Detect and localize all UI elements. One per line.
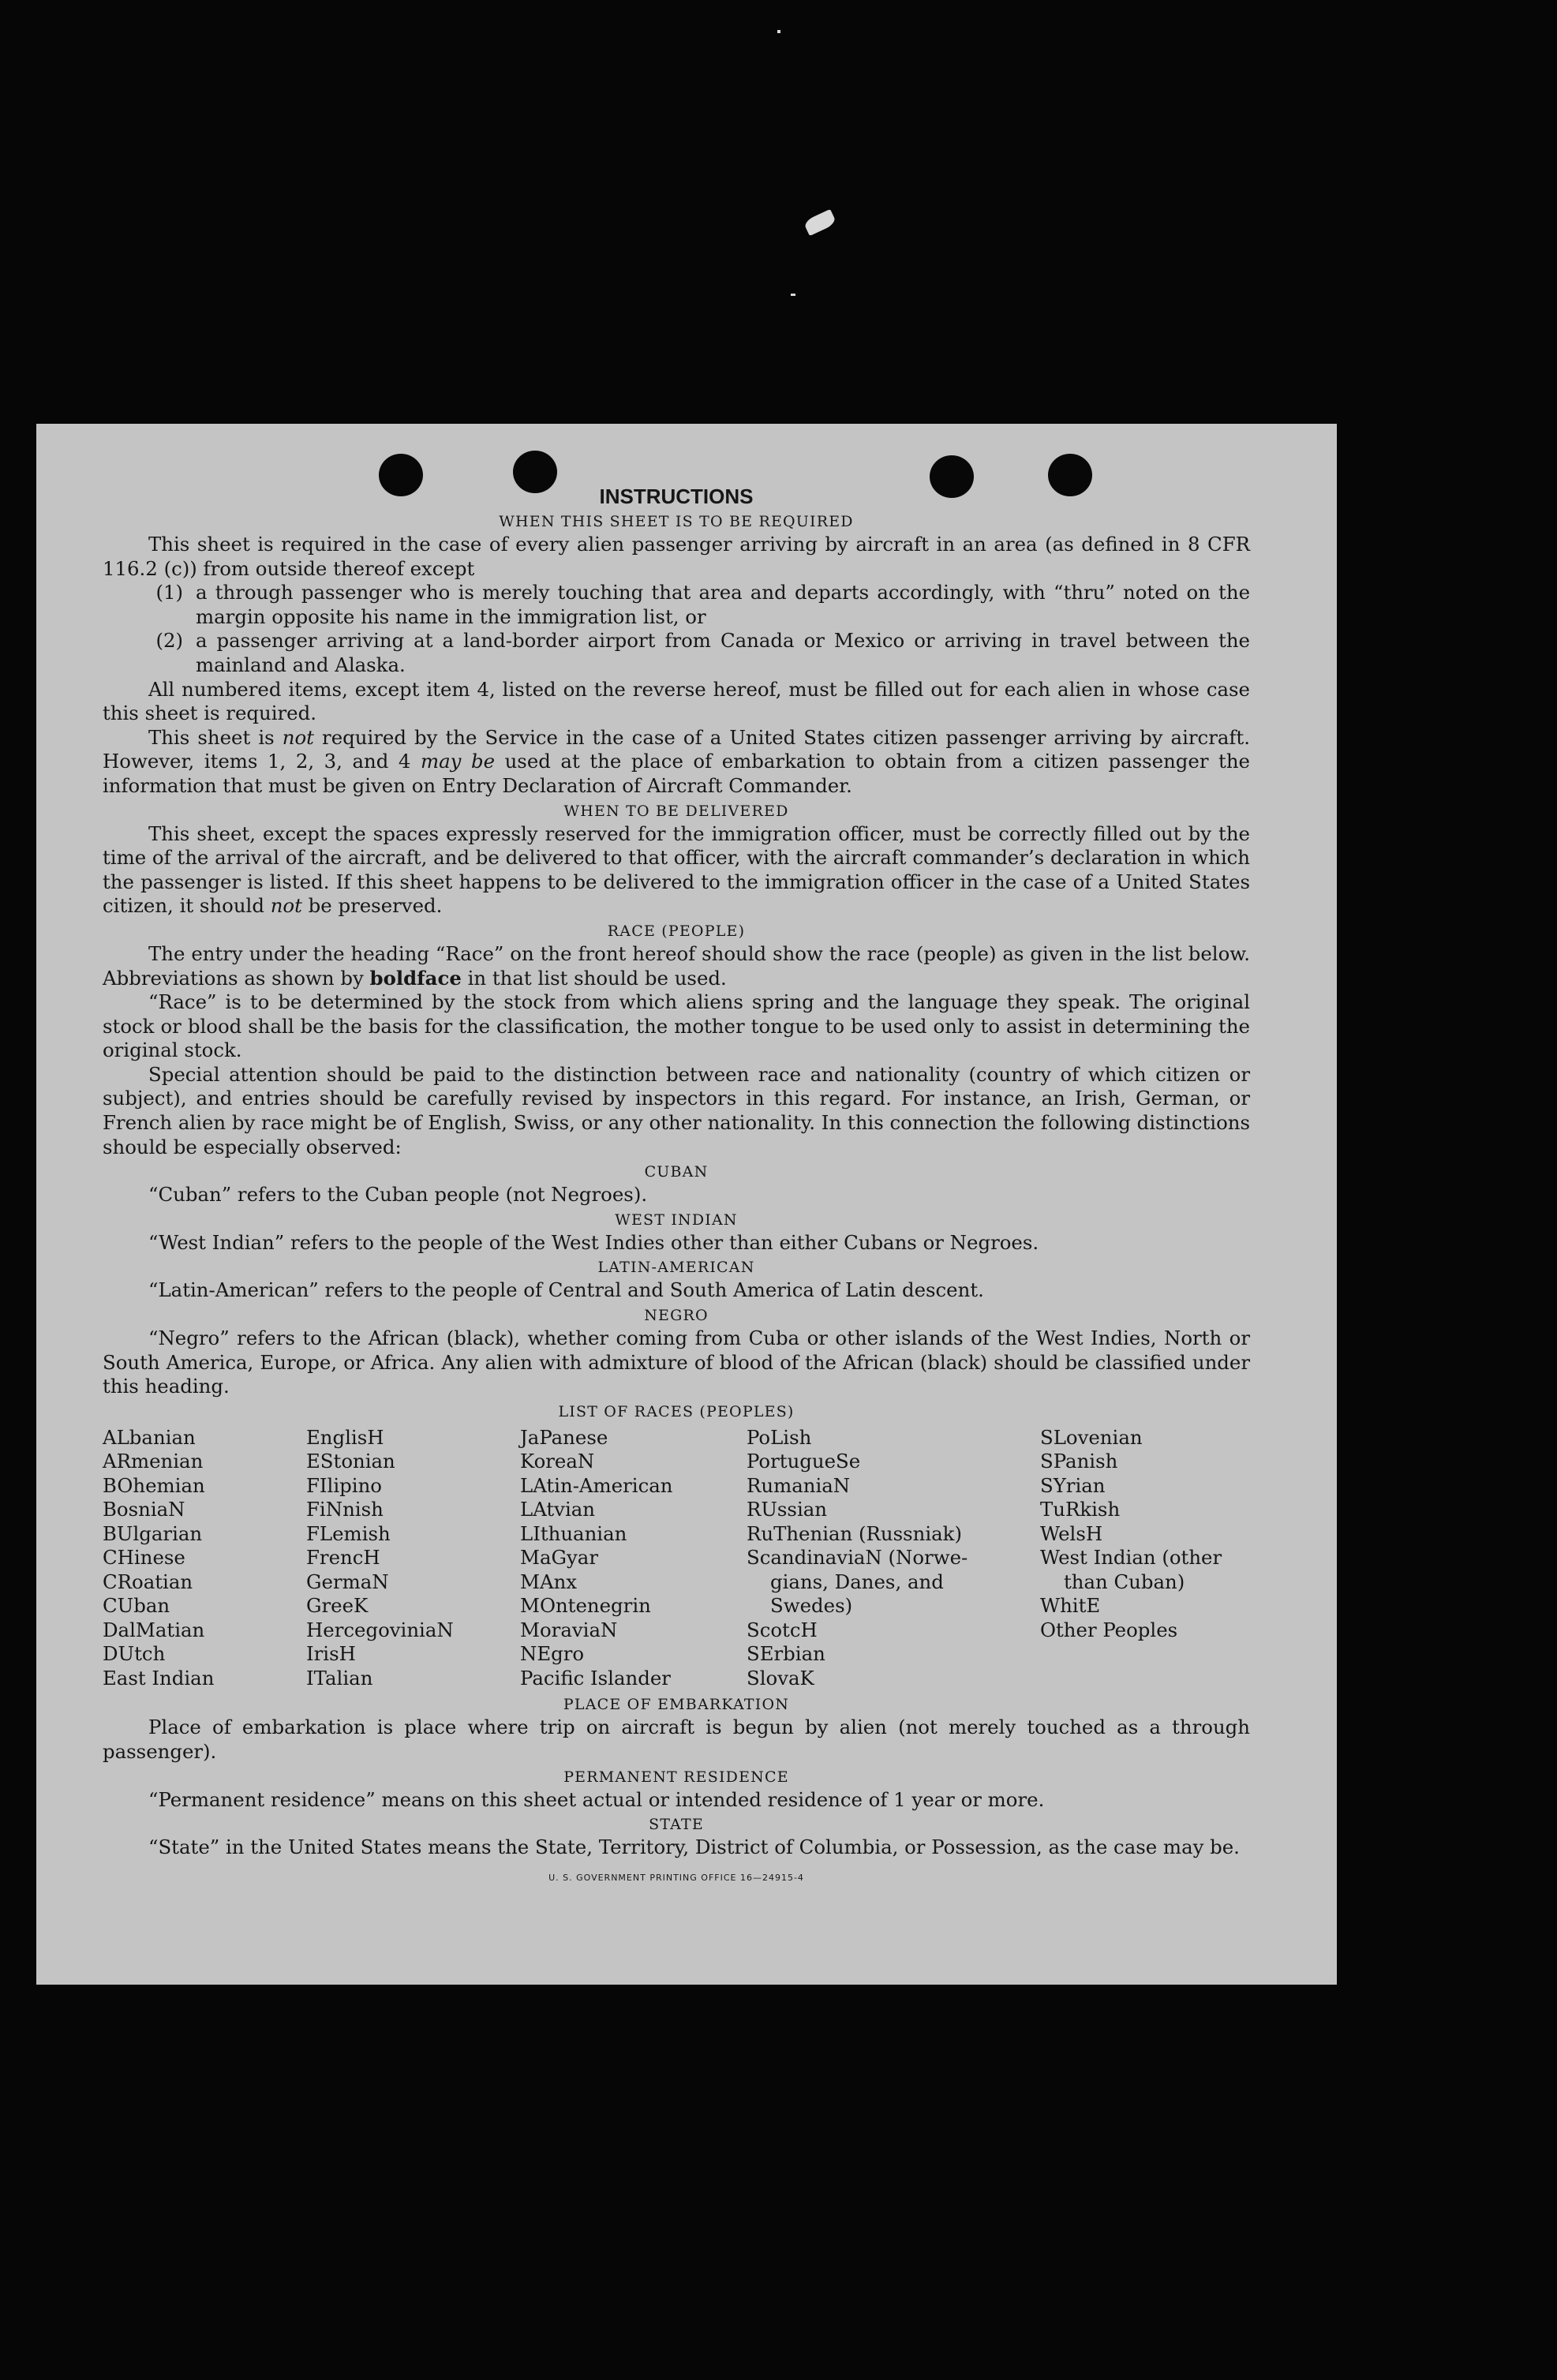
race-entry: than Cuban) [1064, 1570, 1185, 1593]
paragraph-numbered-items: All numbered items, except item 4, listed on the reverse hereof, must be filled out for each alien in whose case this sheet is required. [103, 677, 1250, 725]
race-entry: PoLish [747, 1425, 812, 1449]
race-list [103, 1426, 1250, 1691]
scan-speck [803, 209, 837, 236]
race-entry: HercegoviniaN [306, 1618, 454, 1641]
emphasis-may-be: may be [420, 750, 496, 773]
race-entry: DUtch [103, 1642, 166, 1666]
emphasis-boldface: boldface [369, 966, 462, 990]
item-text: a passenger arriving at a land-border airport from Canada or Mexico or arriving in travel between the mainland and Alaska. [196, 629, 1250, 676]
race-entry: EnglisH [306, 1425, 384, 1449]
race-entry: LAtin-American [520, 1473, 673, 1497]
section-heading-delivered: WHEN TO BE DELIVERED [563, 802, 789, 820]
item-number: (1) [155, 581, 183, 604]
paragraph-citizen [103, 726, 1250, 799]
race-entry: BosniaN [103, 1498, 185, 1521]
race-entry: WhitE [1040, 1594, 1101, 1618]
race-entry: ScotcH [747, 1618, 818, 1641]
paragraph-embarkation: Place of embarkation is place where trip on aircraft is begun by alien (not merely touched as a through passenger). [103, 1716, 1250, 1763]
race-entry: SPanish [1040, 1450, 1118, 1473]
section-heading-embarkation: PLACE OF EMBARKATION [563, 1696, 790, 1714]
race-entry: BUlgarian [103, 1521, 203, 1545]
section-heading-race: RACE (PEOPLE) [607, 922, 746, 940]
race-column-4 [747, 1426, 1040, 1691]
race-entry: SLovenian [1040, 1425, 1143, 1449]
paragraph-race-nationality: Special attention should be paid to the distinction between race and nationality (country of which citizen or subject), and entries should be carefully revised by inspectors in this regard. For instance, an Irish, German, or French alien by race might be of English, Swiss, or any other nationality. In this connection the following distinctions should be especially observed: [103, 1062, 1250, 1158]
race-entry: WelsH [1040, 1521, 1103, 1545]
race-entry: MOntenegrin [520, 1594, 651, 1618]
race-entry: FLemish [306, 1521, 391, 1545]
text-run: used at the place of embarkation to obtain from a citizen passenger the information that must be given on Entry Declaration of Aircraft Commander. [103, 750, 1250, 797]
text-run: required by the Service in the case of a United States citizen passenger arriving by aircraft. However, items 1, 2, 3, and 4 [103, 725, 1250, 773]
paragraph-negro: “Negro” refers to the African (black), whether coming from Cuba or other islands of the West Indies, North or South America, Europe, or Africa. Any alien with admixture of blood of the African (black) should be classified under this heading. [103, 1327, 1250, 1398]
text-run: be preserved. [301, 894, 443, 918]
race-entry: LAtvian [520, 1498, 596, 1521]
paragraph-delivered [103, 822, 1250, 919]
text-run: This sheet, except the spaces expressly reserved for the immigration officer, must be correctly filled out by the time of the arrival of the aircraft, and be delivered to that officer, with the aircraft commander’s declaration in which the passenger is listed. If this sheet happens to be delivered to the immigration officer in the case of a United States citizen, it should [103, 821, 1250, 918]
paragraph-latin-american: “Latin-American” refers to the people of Central and South America of Latin descent. [148, 1278, 984, 1302]
race-entry: ScandinaviaN (Norwe- [747, 1546, 968, 1570]
race-entry: NEgro [520, 1642, 585, 1666]
paragraph-residence: “Permanent residence” means on this sheet actual or intended residence of 1 year or more. [148, 1787, 1045, 1811]
race-entry: ALbanian [103, 1425, 196, 1449]
paragraph-race-stock: “Race” is to be determined by the stock from which aliens spring and the language they speak. The original stock or blood shall be the basis for the classification, the mother tongue to be used only to assist in determining the original stock. [103, 990, 1250, 1062]
text-run: This sheet is [148, 725, 283, 749]
race-entry: RUssian [747, 1498, 828, 1521]
race-entry: FIlipino [306, 1473, 382, 1497]
text-run: The entry under the heading “Race” on the front hereof should show the race (people) as given in the list below. Abbreviations as shown by [103, 941, 1250, 990]
scan-speck [777, 30, 780, 33]
race-entry: MoraviaN [520, 1618, 618, 1641]
race-column-1 [103, 1426, 306, 1691]
paragraph-required-intro: This sheet is required in the case of every alien passenger arriving by aircraft in an area (as defined in 8 CFR 116.2 (c)) from outside thereof except [103, 533, 1250, 580]
race-entry: MaGyar [520, 1546, 598, 1570]
punch-hole [1048, 454, 1092, 496]
section-heading-west-indian: WEST INDIAN [615, 1211, 738, 1229]
exception-item-2 [103, 629, 1250, 677]
race-entry: SYrian [1040, 1473, 1106, 1497]
race-column-2 [306, 1426, 520, 1691]
section-heading-cuban: CUBAN [644, 1163, 709, 1181]
race-entry: Pacific Islander [520, 1666, 671, 1690]
race-entry: CUban [103, 1594, 170, 1618]
printing-office-imprint: U. S. GOVERNMENT PRINTING OFFICE 16—24915-4 [548, 1872, 804, 1883]
race-entry: GermaN [306, 1570, 389, 1593]
race-entry: SErbian [747, 1642, 825, 1666]
race-entry: JaPanese [520, 1425, 608, 1449]
race-column-3 [520, 1426, 747, 1691]
paragraph-state: “State” in the United States means the State, Territory, District of Columbia, or Possession, as the case may be. [148, 1836, 1240, 1859]
item-number: (2) [155, 629, 183, 653]
race-entry: ARmenian [103, 1450, 204, 1473]
race-entry: SlovaK [747, 1666, 814, 1690]
race-entry: gians, Danes, and [770, 1570, 944, 1593]
section-heading-residence: PERMANENT RESIDENCE [563, 1768, 789, 1786]
race-entry: FrencH [306, 1546, 380, 1570]
emphasis-not: not [270, 894, 302, 918]
race-entry: West Indian (other [1040, 1546, 1222, 1570]
section-heading-latin-american: LATIN-AMERICAN [597, 1259, 755, 1277]
race-entry: IrisH [306, 1642, 356, 1666]
race-entry: DalMatian [103, 1618, 205, 1641]
text-run: in that list should be used. [461, 966, 727, 990]
race-entry: RumaniaN [747, 1473, 851, 1497]
exception-item-1 [103, 581, 1250, 629]
race-entry: Other Peoples [1040, 1618, 1178, 1641]
race-entry: GreeK [306, 1594, 369, 1618]
race-entry: MAnx [520, 1570, 578, 1593]
race-column-5 [1040, 1426, 1241, 1691]
race-entry: TuRkish [1040, 1498, 1121, 1521]
section-heading-required: WHEN THIS SHEET IS TO BE REQUIRED [499, 513, 854, 530]
race-entry: RuThenian (Russniak) [747, 1521, 962, 1545]
page-title: INSTRUCTIONS [599, 485, 754, 508]
paragraph-cuban: “Cuban” refers to the Cuban people (not Negroes). [148, 1183, 648, 1207]
race-entry: LIthuanian [520, 1521, 627, 1545]
emphasis-not: not [282, 725, 314, 749]
race-entry: CRoatian [103, 1570, 193, 1593]
race-entry: ITalian [306, 1666, 373, 1690]
race-entry: BOhemian [103, 1473, 205, 1497]
race-entry: FiNnish [306, 1498, 384, 1521]
race-entry: Swedes) [770, 1594, 853, 1618]
paragraph-race-entry [103, 942, 1250, 990]
paragraph-west-indian: “West Indian” refers to the people of the West Indies other than either Cubans or Negroes. [148, 1230, 1039, 1254]
section-heading-race-list: LIST OF RACES (PEOPLES) [558, 1402, 795, 1420]
race-entry: CHinese [103, 1546, 185, 1570]
punch-hole [930, 455, 974, 498]
race-entry: EStonian [306, 1450, 395, 1473]
section-heading-negro: NEGRO [644, 1307, 709, 1325]
punch-hole [379, 454, 423, 496]
race-entry: PortugueSe [747, 1450, 861, 1473]
scan-speck [791, 294, 795, 296]
instruction-sheet [36, 424, 1337, 1985]
race-entry: East Indian [103, 1666, 215, 1690]
punch-hole [513, 451, 557, 493]
section-heading-state: STATE [649, 1816, 704, 1834]
item-text: a through passenger who is merely touching that area and departs accordingly, with “thru” noted on the margin opposite his name in the immigration list, or [196, 581, 1250, 628]
race-entry: KoreaN [520, 1450, 595, 1473]
